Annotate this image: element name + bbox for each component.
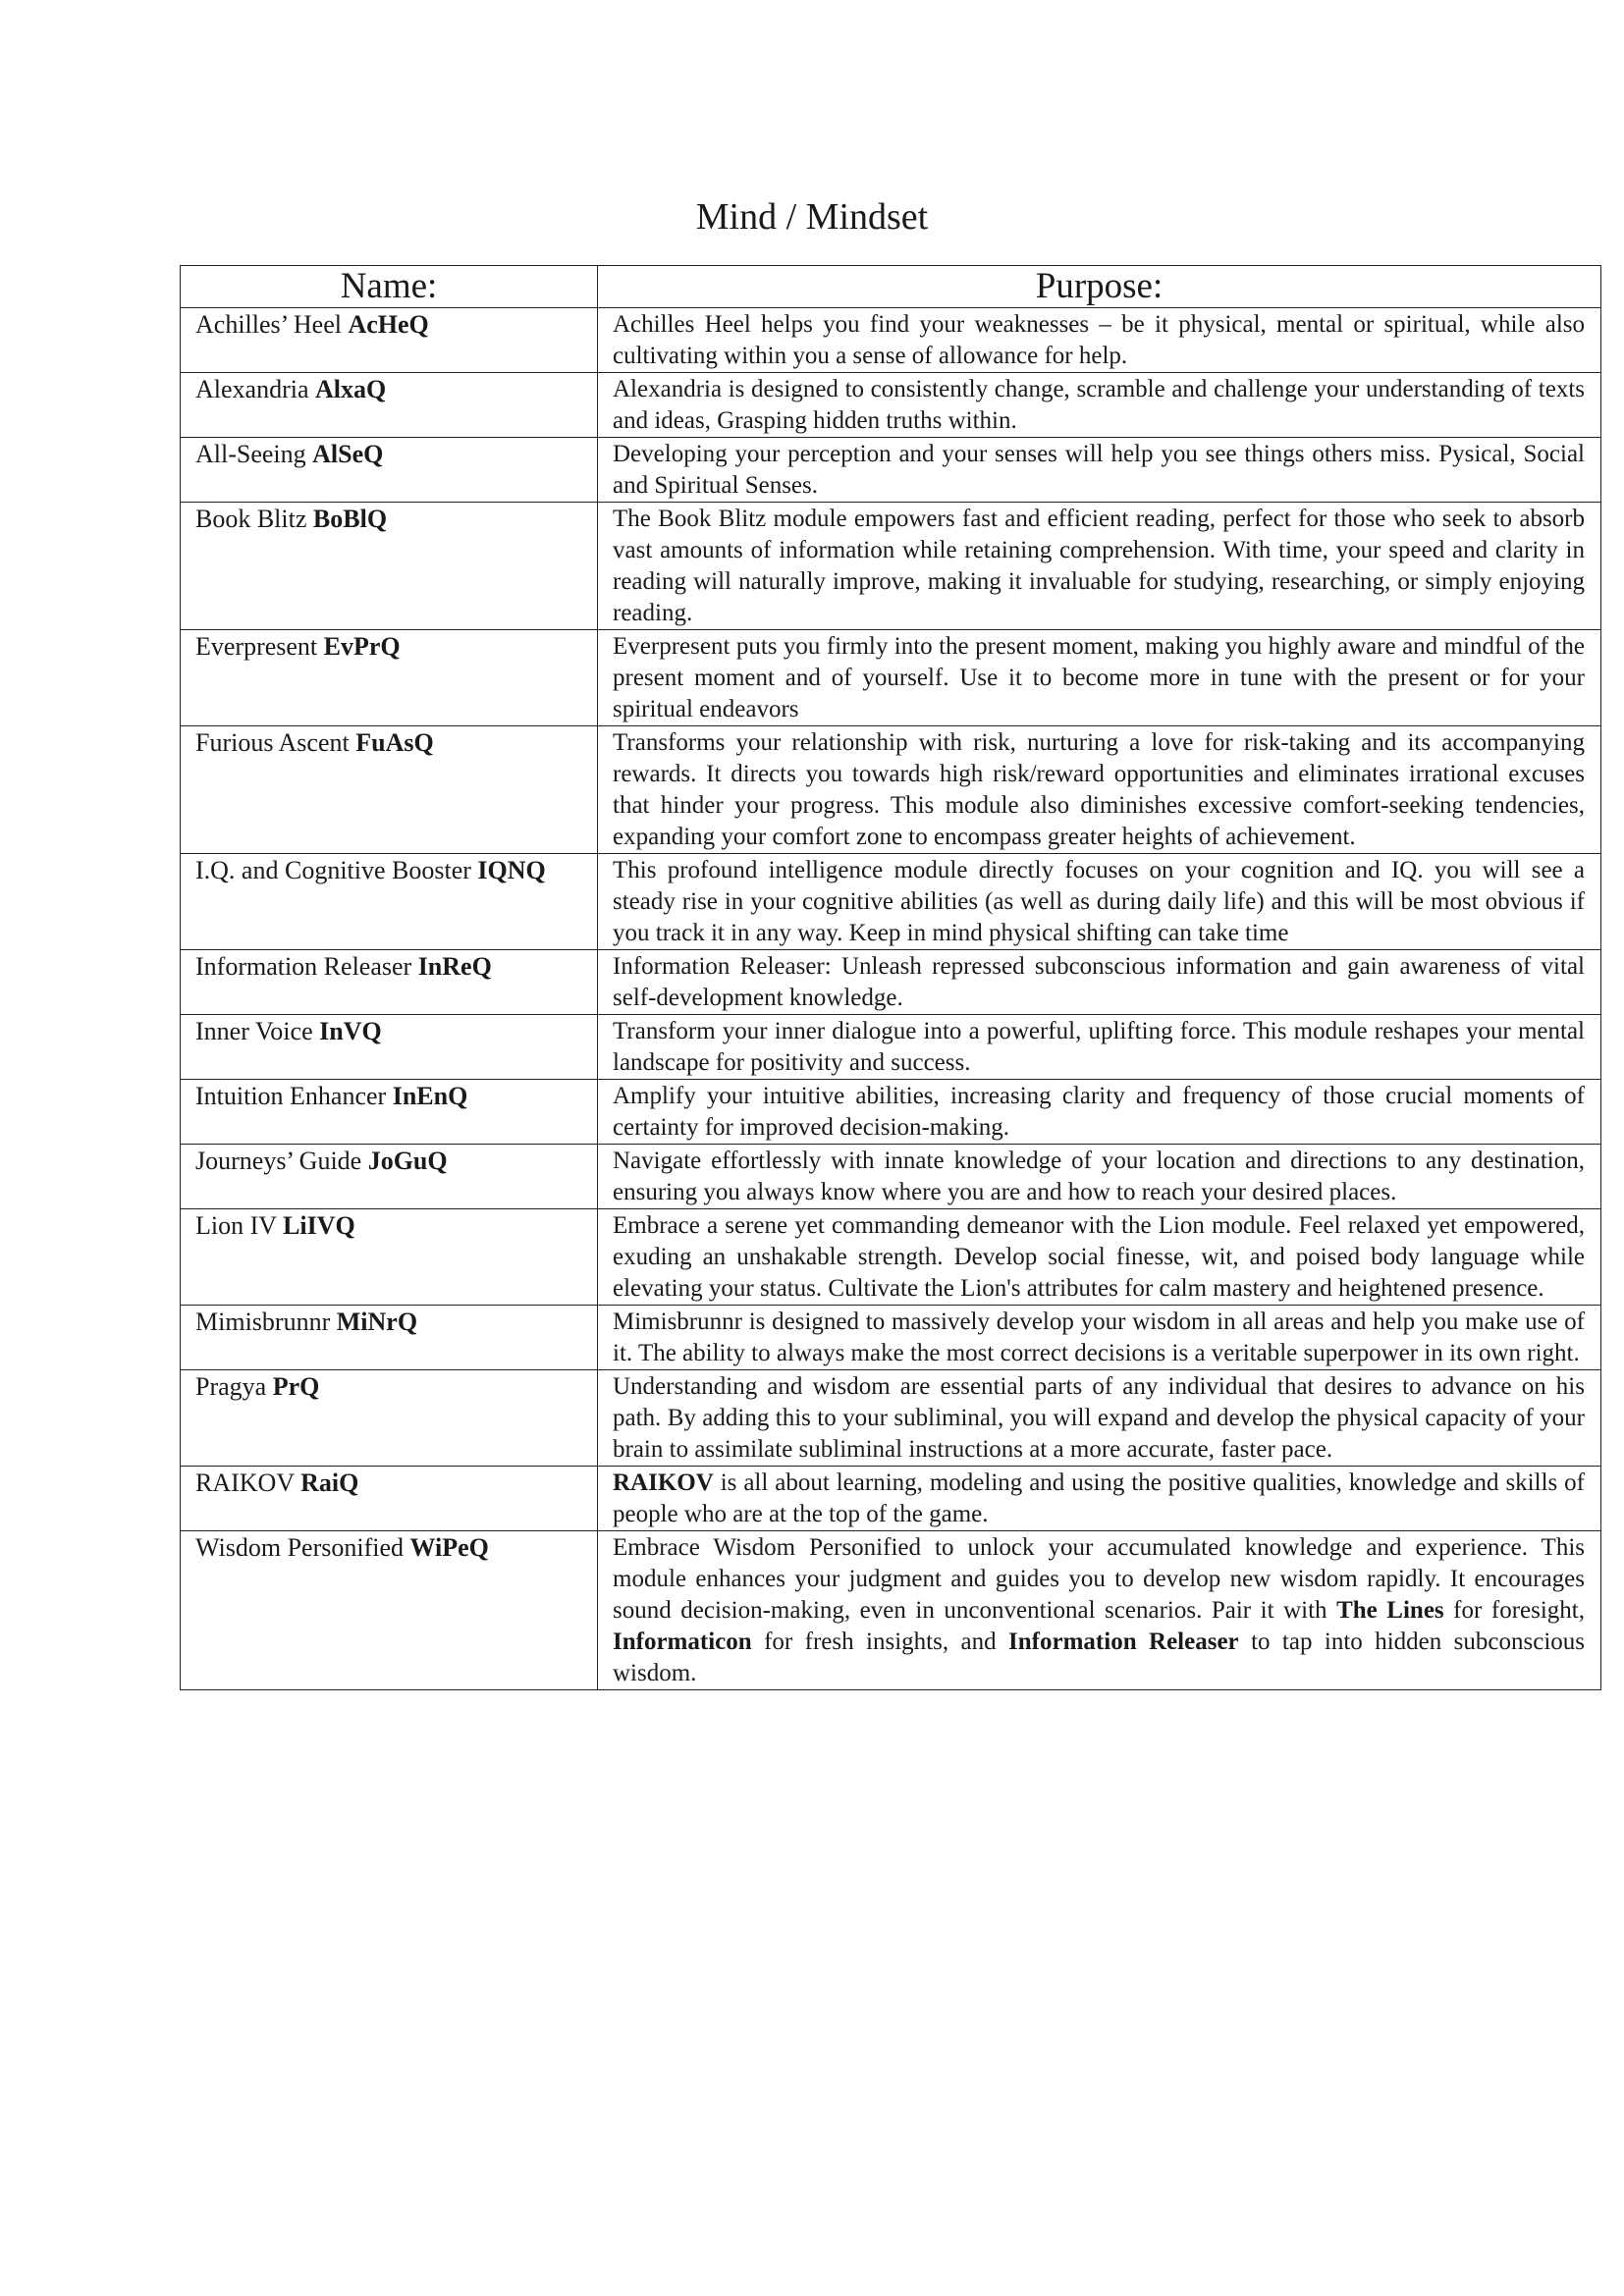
table-row xyxy=(181,1080,1601,1145)
module-code: WiPeQ xyxy=(409,1533,489,1562)
module-name-cell xyxy=(181,438,598,503)
purpose-text: The Book Blitz module empowers fast and efficient reading, perfect for those who seek to absorb vast amounts of information while retaining comprehension. With time, your speed and clarity in reading will naturally improve, making it invaluable for studying, researching, or simply enjoying reading. xyxy=(613,506,1585,626)
module-purpose-cell xyxy=(598,373,1601,438)
module-code: FuAsQ xyxy=(355,728,434,757)
module-purpose-cell xyxy=(598,854,1601,950)
module-name: Wisdom Personified xyxy=(195,1533,404,1562)
module-purpose-cell xyxy=(598,1015,1601,1080)
module-code: AlxaQ xyxy=(315,375,387,403)
table-row xyxy=(181,1531,1601,1690)
module-name: Alexandria xyxy=(195,375,309,403)
module-name: Inner Voice xyxy=(195,1017,313,1045)
table-row xyxy=(181,1306,1601,1370)
module-name: Lion IV xyxy=(195,1211,277,1240)
module-name-cell xyxy=(181,630,598,726)
module-name: Intuition Enhancer xyxy=(195,1082,387,1110)
header-row xyxy=(181,266,1601,308)
purpose-bold-text: Information Releaser xyxy=(1008,1629,1239,1655)
module-name: Achilles’ Heel xyxy=(195,310,342,339)
table-header xyxy=(181,266,1601,308)
module-name-cell xyxy=(181,1145,598,1209)
table-row xyxy=(181,308,1601,373)
module-code: InVQ xyxy=(319,1017,382,1045)
purpose-text: Information Releaser: Unleash repressed subconscious information and gain awareness of vital self-development knowledge. xyxy=(613,953,1585,1011)
module-name: Mimisbrunnr xyxy=(195,1308,331,1336)
purpose-text: for foresight, xyxy=(1443,1597,1585,1624)
purpose-text: is all about learning, modeling and using the positive qualities, knowledge and skills of people who are at the top of the game. xyxy=(613,1469,1585,1527)
purpose-text: Everpresent puts you firmly into the present moment, making you highly aware and mindful of the present moment and of yourself. Use it to become more in tune with the present or for your spiritual endeavors xyxy=(613,633,1585,722)
module-name-cell xyxy=(181,1467,598,1531)
module-code: InEnQ xyxy=(392,1082,468,1110)
table-row xyxy=(181,630,1601,726)
module-name-cell xyxy=(181,308,598,373)
module-code: JoGuQ xyxy=(367,1147,448,1175)
module-name-cell xyxy=(181,1209,598,1306)
table-row xyxy=(181,1370,1601,1467)
table-row xyxy=(181,1145,1601,1209)
table-row xyxy=(181,1015,1601,1080)
module-code: AcHeQ xyxy=(348,310,429,339)
module-purpose-cell xyxy=(598,438,1601,503)
module-purpose-cell xyxy=(598,503,1601,630)
module-code: IQNQ xyxy=(477,856,546,884)
module-purpose-cell xyxy=(598,1370,1601,1467)
module-purpose-cell xyxy=(598,1209,1601,1306)
module-name: Book Blitz xyxy=(195,505,307,533)
purpose-bold-text: The Lines xyxy=(1336,1597,1444,1624)
table-row xyxy=(181,950,1601,1015)
module-name: Information Releaser xyxy=(195,952,412,981)
module-name: Everpresent xyxy=(195,632,318,661)
purpose-text: Navigate effortlessly with innate knowledge of your location and directions to any destination, ensuring you always know where you are and how to reach your desired places. xyxy=(613,1148,1585,1205)
purpose-text: Alexandria is designed to consistently change, scramble and challenge your understanding of texts and ideas, Grasping hidden truths within. xyxy=(613,376,1585,434)
table-row xyxy=(181,854,1601,950)
module-purpose-cell xyxy=(598,950,1601,1015)
table-row xyxy=(181,1467,1601,1531)
table-row xyxy=(181,1209,1601,1306)
purpose-bold-text: RAIKOV xyxy=(613,1469,714,1496)
module-name: Journeys’ Guide xyxy=(195,1147,362,1175)
module-code: InReQ xyxy=(417,952,492,981)
module-name-cell xyxy=(181,950,598,1015)
module-name-cell xyxy=(181,503,598,630)
module-purpose-cell xyxy=(598,726,1601,854)
module-name: Pragya xyxy=(195,1372,267,1401)
purpose-text: to tap into hidden subconscious wisdom. xyxy=(613,1629,1585,1686)
purpose-column-header: Purpose: xyxy=(598,266,1601,308)
modules-table xyxy=(180,265,1601,1690)
module-purpose-cell xyxy=(598,308,1601,373)
module-code: BoBlQ xyxy=(312,505,388,533)
module-purpose-cell xyxy=(598,1306,1601,1370)
module-code: AlSeQ xyxy=(312,440,384,468)
module-purpose-cell xyxy=(598,630,1601,726)
module-code: RaiQ xyxy=(300,1468,359,1497)
module-name-cell xyxy=(181,1015,598,1080)
module-name-cell xyxy=(181,1370,598,1467)
purpose-text: Understanding and wisdom are essential parts of any individual that desires to advance on his path. By adding this to your subliminal, you will expand and develop the physical capacity of your brain to assimilate subliminal instructions at a more accurate, faster pace. xyxy=(613,1373,1585,1463)
module-name-cell xyxy=(181,854,598,950)
purpose-text: Transform your inner dialogue into a powerful, uplifting force. This module reshapes your mental landscape for positivity and success. xyxy=(613,1018,1585,1076)
module-purpose-cell xyxy=(598,1531,1601,1690)
purpose-text: This profound intelligence module directly focuses on your cognition and IQ. you will see a steady rise in your cognitive abilities (as well as during daily life) and this will be most obvious if you track it in any way. Keep in mind physical shifting can take time xyxy=(613,857,1585,946)
purpose-text: for fresh insights, and xyxy=(751,1629,1009,1655)
module-name-cell xyxy=(181,1306,598,1370)
module-purpose-cell xyxy=(598,1080,1601,1145)
purpose-text: Achilles Heel helps you find your weaknesses – be it physical, mental or spiritual, while also cultivating within you a sense of allowance for help. xyxy=(613,311,1585,369)
purpose-text: Amplify your intuitive abilities, increasing clarity and frequency of those crucial moments of certainty for improved decision-making. xyxy=(613,1083,1585,1141)
module-name: RAIKOV xyxy=(195,1468,295,1497)
module-code: EvPrQ xyxy=(323,632,401,661)
module-name-cell xyxy=(181,1531,598,1690)
module-name-cell xyxy=(181,726,598,854)
module-code: LiIVQ xyxy=(283,1211,355,1240)
purpose-text: Developing your perception and your senses will help you see things others miss. Pysical, Social and Spiritual Senses. xyxy=(613,441,1585,499)
module-name: All-Seeing xyxy=(195,440,306,468)
table-row xyxy=(181,438,1601,503)
name-column-header: Name: xyxy=(181,266,598,308)
purpose-text: Embrace a serene yet commanding demeanor with the Lion module. Feel relaxed yet empowered, exuding an unshakable strength. Develop social finesse, wit, and poised body language while elevating your status. Cultivate the Lion's attributes for calm mastery and heightened presence. xyxy=(613,1212,1585,1302)
page-title: Mind / Mindset xyxy=(695,196,929,238)
table-row xyxy=(181,503,1601,630)
table-row xyxy=(181,373,1601,438)
module-purpose-cell xyxy=(598,1145,1601,1209)
purpose-text: Mimisbrunnr is designed to massively develop your wisdom in all areas and help you make use of it. The ability to always make the most correct decisions is a veritable superpower in its own right. xyxy=(613,1308,1585,1366)
module-name: Furious Ascent xyxy=(195,728,350,757)
table-body xyxy=(181,308,1601,1690)
module-name-cell xyxy=(181,1080,598,1145)
module-name-cell xyxy=(181,373,598,438)
purpose-bold-text: Informaticon xyxy=(613,1629,752,1655)
module-code: MiNrQ xyxy=(336,1308,418,1336)
purpose-text: Transforms your relationship with risk, nurturing a love for risk-taking and its accompanying rewards. It directs you towards high risk/reward opportunities and eliminates irrational excuses that hinder your progress. This module also diminishes excessive comfort-seeking tendencies, expanding your comfort zone to encompass greater heights of achievement. xyxy=(613,729,1585,850)
module-name: I.Q. and Cognitive Booster xyxy=(195,856,471,884)
table-row xyxy=(181,726,1601,854)
module-purpose-cell xyxy=(598,1467,1601,1531)
module-code: PrQ xyxy=(272,1372,320,1401)
purpose-text: Embrace Wisdom Personified to unlock your accumulated knowledge and experience. This module enhances your judgment and guides you to develop new wisdom rapidly. It encourages sound decision-making, even in unconventional scenarios. Pair it with xyxy=(613,1534,1585,1624)
